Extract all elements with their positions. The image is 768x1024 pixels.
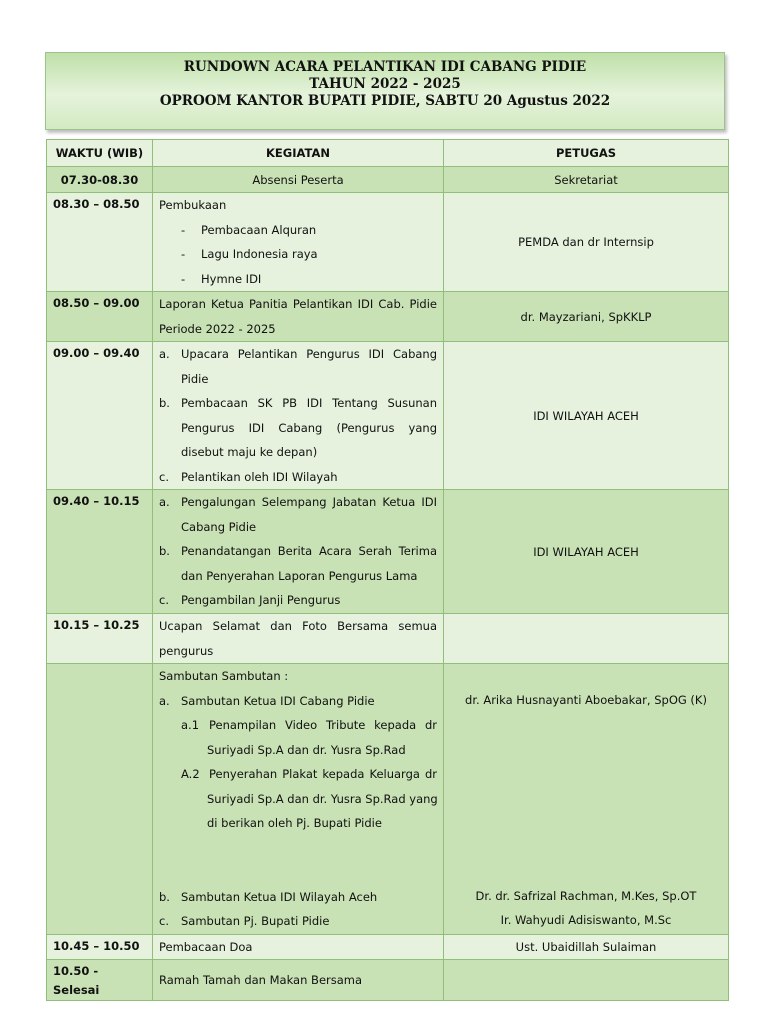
row-activity: Laporan Ketua Panitia Pelantikan IDI Cab. Pidie Periode 2022 - 2025 (153, 292, 444, 342)
col-header-officer: PETUGAS (444, 140, 729, 167)
dash-marker: - (181, 271, 186, 286)
rundown-table (46, 139, 729, 1001)
row-time: 10.15 – 10.25 (47, 614, 153, 664)
row-officer: dr. Arika Husnayanti Aboebakar, SpOG (K) Dr. dr. Safrizal Rachman, M.Kes, Sp.OT Ir. Wahyudi Adisiswanto, M.Sc (444, 664, 729, 935)
row-activity: a. Pengalungan Selempang Jabatan Ketua IDI Cabang Pidie b. Penandatangan Berita Acara Serah Terima dan Penyerahan Laporan Pengurus Lama c. Pengambilan Janji Pengurus (153, 490, 444, 614)
row-officer (444, 959, 729, 1000)
table-row (47, 490, 729, 614)
row-officer: PEMDA dan dr Internsip (444, 193, 729, 292)
row-time: 08.50 – 09.00 (47, 292, 153, 342)
row-activity: Ramah Tamah dan Makan Bersama (153, 959, 444, 1000)
row-time: 10.45 – 10.50 (47, 934, 153, 959)
row-time (47, 664, 153, 935)
row-activity (153, 193, 444, 292)
row-activity: Ucapan Selamat dan Foto Bersama semua pengurus (153, 614, 444, 664)
row-officer: Ust. Ubaidillah Sulaiman (444, 934, 729, 959)
activity-title: Sambutan Sambutan : (159, 669, 289, 683)
table-row (47, 959, 729, 1000)
row-time: 09.40 – 10.15 (47, 490, 153, 614)
dash-marker: - (181, 222, 186, 237)
row-officer: Sekretariat (444, 167, 729, 193)
row-activity: Pembacaan Doa (153, 934, 444, 959)
activity-title: Pembukaan (159, 198, 227, 212)
header-title: RUNDOWN ACARA PELANTIKAN IDI CABANG PIDIE (183, 59, 587, 75)
table-row (47, 664, 729, 935)
header-venue-date: OPROOM KANTOR BUPATI PIDIE, SABTU 20 Agustus 2022 (159, 93, 611, 109)
list-item: b. Pembacaan SK PB IDI Tentang Susunan (159, 396, 437, 410)
row-time: 10.50 - Selesai (47, 959, 153, 1000)
list-item: b. Penandatangan Berita Acara Serah Terima (159, 544, 437, 558)
row-time: 08.30 – 08.50 (47, 193, 153, 292)
row-officer (444, 614, 729, 664)
list-item: A.2 Penyerahan Plakat kepada Keluarga dr (181, 767, 437, 781)
table-header-row (47, 140, 729, 167)
dash-marker: - (181, 247, 186, 261)
col-header-time: WAKTU (WIB) (47, 140, 153, 167)
list-item: c. Pelantikan oleh IDI Wilayah (159, 469, 338, 484)
list-item: c. Sambutan Pj. Bupati Pidie (159, 914, 330, 928)
list-item: a.1 Penampilan Video Tribute kepada dr (181, 718, 437, 732)
col-header-activity: KEGIATAN (153, 140, 444, 167)
header-period: TAHUN 2022 - 2025 (309, 76, 461, 92)
row-time: 09.00 – 09.40 (47, 342, 153, 490)
row-officer: IDI WILAYAH ACEH (444, 342, 729, 490)
list-item: a. Pengalungan Selempang Jabatan Ketua IDI (159, 495, 437, 509)
table-row (47, 167, 729, 193)
table-row (47, 934, 729, 959)
list-item: - Lagu Indonesia raya (159, 242, 437, 267)
row-officer: dr. Mayzariani, SpKKLP (444, 292, 729, 342)
row-time: 07.30-08.30 (47, 167, 153, 193)
list-item: b. Sambutan Ketua IDI Wilayah Aceh (159, 889, 378, 904)
table-row (47, 342, 729, 490)
list-item: - Pembacaan Alquran (159, 218, 437, 243)
list-item: c. Pengambilan Janji Pengurus (159, 593, 341, 607)
row-officer: IDI WILAYAH ACEH (444, 490, 729, 614)
list-item: a. Upacara Pelantikan Pengurus IDI Cabang (159, 347, 437, 361)
list-item: - Hymne IDI (159, 267, 437, 292)
table-row (47, 193, 729, 292)
table-row (47, 614, 729, 664)
list-item: a. Sambutan Ketua IDI Cabang Pidie (159, 693, 375, 708)
row-activity: Absensi Peserta (153, 167, 444, 193)
table-row (47, 292, 729, 342)
row-activity: a. Upacara Pelantikan Pengurus IDI Cabang Pidie b. Pembacaan SK PB IDI Tentang Susunan Pengurus IDI Cabang (Pengurus yang disebut maju ke depan) c. Pelantikan oleh IDI Wilayah (153, 342, 444, 490)
header-banner (45, 52, 725, 130)
row-activity: Sambutan Sambutan : a. Sambutan Ketua IDI Cabang Pidie a.1 Penampilan Video Tribute kepada dr Suriyadi Sp.A dan dr. Yusra Sp.Rad A.2 Penyerahan Plakat kepada Keluarga dr Suriyadi Sp.A dan dr. Yusra Sp.Rad yang di berikan oleh Pj. Bupati Pidie b. Sambutan Ketua IDI Wilayah Aceh c. Sambutan Pj. Bupati Pidie (153, 664, 444, 935)
